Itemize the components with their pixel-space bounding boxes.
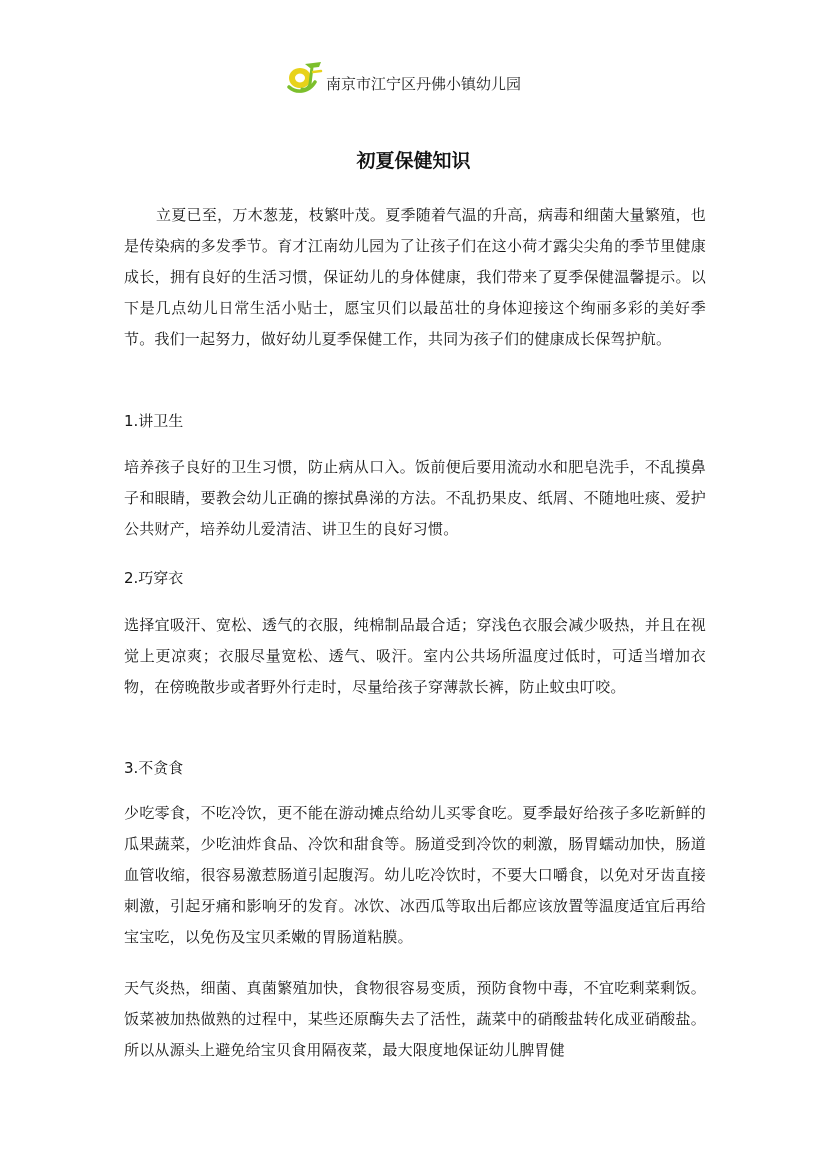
- school-name: 南京市江宁区丹佛小镇幼儿园: [326, 75, 522, 93]
- intro-paragraph: 立夏已至，万木葱茏，枝繁叶茂。夏季随着气温的升高，病毒和细菌大量繁殖，也是传染病的多发季节。育才江南幼儿园为了让孩子们在这小荷才露尖尖角的季节里健康成长，拥有良好的生活习惯，保证幼儿的身体健康，我们带来了夏季保健温馨提示。以下是几点幼儿日常生活小贴士，愿宝贝们以最茁壮的身体迎接这个绚丽多彩的美好季节。我们一起努力，做好幼儿夏季保健工作，共同为孩子们的健康成长保驾护航。: [124, 206, 706, 348]
- school-logo-icon: [283, 60, 325, 94]
- section-heading-hygiene: 1.讲卫生: [124, 412, 184, 430]
- page-header: [0, 60, 827, 100]
- section-paragraph: 选择宜吸汗、宽松、透气的衣服，纯棉制品最合适；穿浅色衣服会减少吸热，并且在视觉上更凉爽；衣服尽量宽松、透气、吸汗。室内公共场所温度过低时，可适当增加衣物，在傍晚散步或者野外行走时，尽量给孩子穿薄款长裤，防止蚊虫叮咬。: [124, 616, 706, 696]
- section-heading-clothing: 2.巧穿衣: [124, 569, 184, 587]
- document-title: 初夏保健知识: [356, 150, 471, 172]
- section-paragraph: 培养孩子良好的卫生习惯，防止病从口入。饭前便后要用流动水和肥皂洗手，不乱摸鼻子和眼睛，要教会幼儿正确的擦拭鼻涕的方法。不乱扔果皮、纸屑、不随地吐痰、爱护公共财产，培养幼儿爱清洁、讲卫生的良好习惯。: [124, 458, 706, 538]
- section-heading-diet: 3.不贪食: [124, 759, 184, 777]
- section-paragraph: 少吃零食，不吃冷饮，更不能在游动摊点给幼儿买零食吃。夏季最好给孩子多吃新鲜的瓜果蔬菜，少吃油炸食品、冷饮和甜食等。肠道受到冷饮的刺激，肠胃蠕动加快，肠道血管收缩，很容易激惹肠道引起腹泻。幼儿吃冷饮时，不要大口嚼食，以免对牙齿直接刺激，引起牙痛和影响牙的发育。冰饮、冰西瓜等取出后都应该放置等温度适宜后再给宝宝吃，以免伤及宝贝柔嫩的胃肠道粘膜。: [124, 804, 706, 946]
- section-paragraph: 天气炎热，细菌、真菌繁殖加快，食物很容易变质，预防食物中毒，不宜吃剩菜剩饭。饭菜被加热做熟的过程中，某些还原酶失去了活性，蔬菜中的硝酸盐转化成亚硝酸盐。所以从源头上避免给宝贝食用隔夜菜，最大限度地保证幼儿脾胃健: [124, 979, 706, 1059]
